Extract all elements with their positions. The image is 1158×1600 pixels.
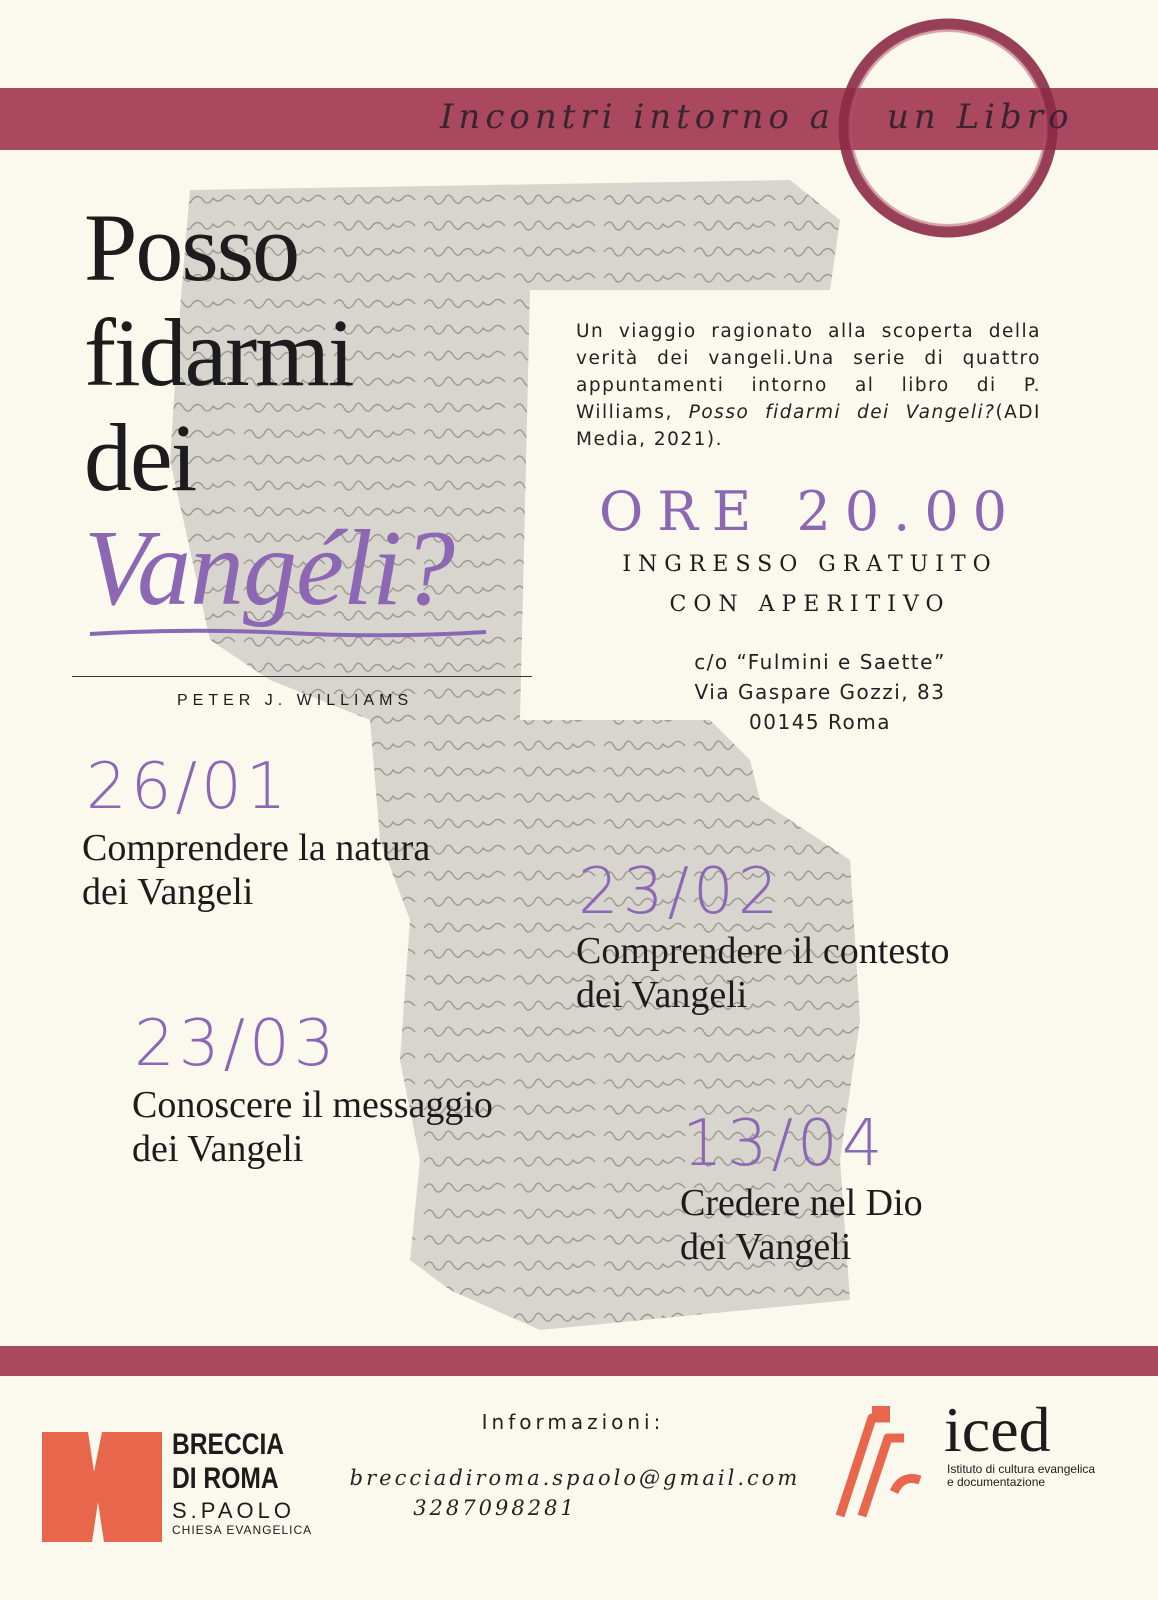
intro-text: Un viaggio ragionato alla scoperta della verità dei vangeli.Una serie di quattro appuntamenti intorno al libro di P. Williams, <box>576 321 1041 423</box>
breccia-name-line2: DI ROMA <box>172 1462 279 1495</box>
bottom-band <box>0 1346 1158 1376</box>
event-time: ORE 20.00 <box>598 480 1022 543</box>
event-2-topic-line2: dei Vangeli <box>576 974 748 1016</box>
event-1-topic-line1: Comprendere la natura <box>82 827 431 869</box>
iced-subtitle-line1: Istituto di cultura evangelica <box>947 1462 1096 1476</box>
venue-name: c/o “Fulmini e Saette” <box>694 650 946 674</box>
book-title-line2: fidarmi <box>84 299 353 406</box>
event-3-topic-line2: dei Vangeli <box>132 1128 304 1170</box>
event-2-date: 23/02 <box>578 855 783 929</box>
event-3-topic-line1: Conoscere il messaggio <box>132 1084 493 1126</box>
contact-email[interactable]: brecciadiroma.spaolo@gmail.com <box>349 1466 801 1490</box>
book-author: PETER J. WILLIAMS <box>177 692 414 709</box>
event-3-date: 23/03 <box>134 1007 339 1081</box>
intro-paragraph <box>576 318 1041 453</box>
event-2-topic <box>576 929 950 1017</box>
free-entry-note: INGRESSO GRATUITO <box>622 552 998 577</box>
breccia-logo-icon <box>42 1432 162 1542</box>
event-4-topic-line2: dei Vangeli <box>680 1226 852 1268</box>
title-underline-stroke <box>88 626 488 640</box>
event-4-date: 13/04 <box>682 1107 887 1181</box>
series-title-part2: un Libro <box>887 97 1074 137</box>
iced-subtitle-line2: e documentazione <box>947 1475 1046 1489</box>
event-3-topic <box>132 1083 493 1171</box>
series-title-part1: Incontri intorno a <box>440 97 835 137</box>
iced-logo-name: iced <box>944 1394 1051 1465</box>
aperitivo-note: CON APERITIVO <box>669 592 951 617</box>
event-1-topic-line2: dei Vangeli <box>82 871 254 913</box>
contact-phone[interactable]: 3287098281 <box>413 1496 577 1520</box>
venue-city: 00145 Roma <box>749 710 891 734</box>
info-label: Informazioni: <box>481 1410 665 1434</box>
event-4-topic <box>680 1181 923 1269</box>
intro-tail: (ADI Media, 2021). <box>576 402 1042 450</box>
event-4-topic-line1: Credere nel Dio <box>680 1182 923 1224</box>
breccia-name-line4: CHIESA EVANGELICA <box>172 1523 313 1537</box>
breccia-name-line1: BRECCIA <box>172 1428 285 1461</box>
event-2-topic-line1: Comprendere il contesto <box>576 930 950 972</box>
intro-book-title: Posso fidarmi dei Vangeli? <box>688 402 996 423</box>
book-title-line3: dei <box>84 404 196 511</box>
author-divider <box>72 676 532 677</box>
book-title-line4: Vangéli? <box>84 509 454 628</box>
book-title-line1: Posso <box>84 194 299 301</box>
venue-street: Via Gaspare Gozzi, 83 <box>694 680 946 704</box>
iced-logo-icon <box>832 1400 954 1522</box>
event-1-topic <box>82 826 430 914</box>
breccia-name-line3: S.PAOLO <box>172 1498 295 1523</box>
event-1-date: 26/01 <box>86 750 291 824</box>
